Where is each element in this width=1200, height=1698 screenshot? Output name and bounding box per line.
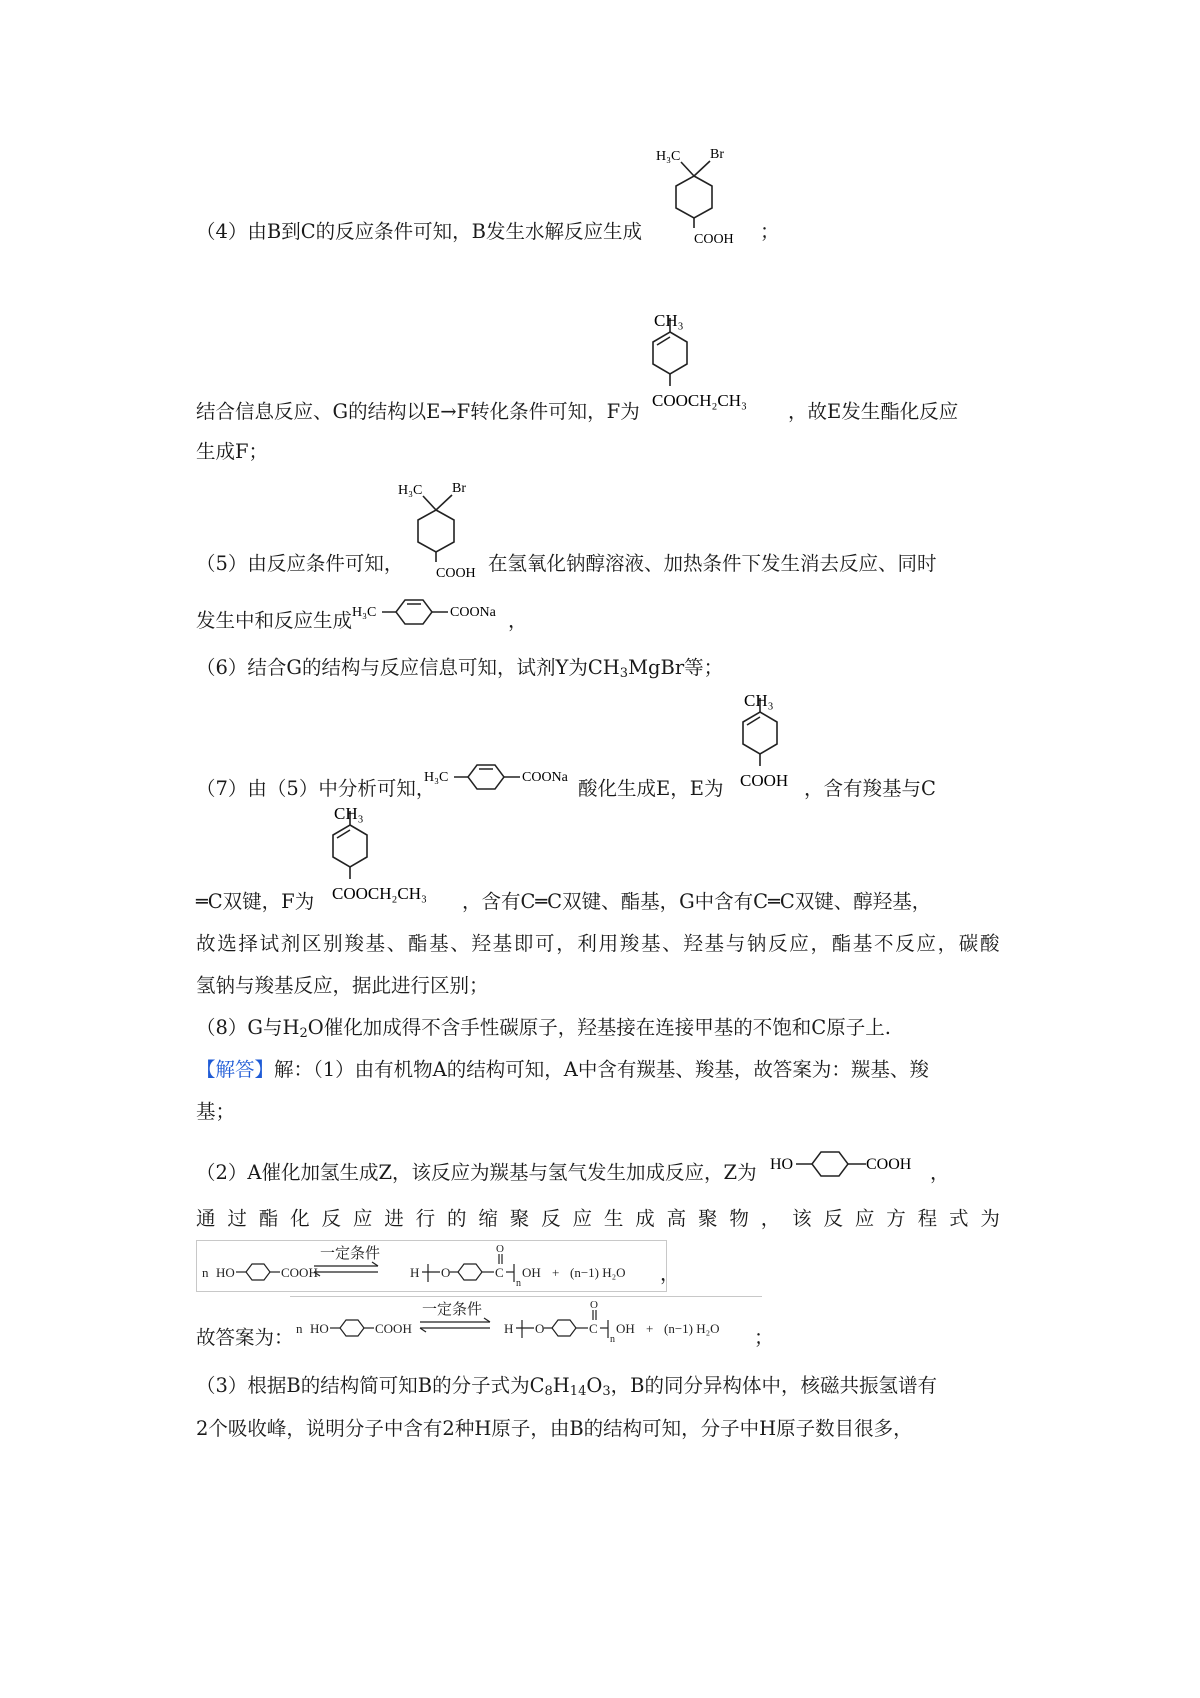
plus-sign: +	[552, 1265, 560, 1280]
a2-text6: ；	[754, 1326, 774, 1349]
h3c-label: H₃C	[352, 605, 377, 620]
answer-line2: 基；	[196, 1100, 236, 1123]
p5-text2: 在氢氧化钠醇溶液、加热条件下发生消去反应、同时	[488, 552, 937, 575]
p7-text3: ，含有羧基与C	[804, 777, 936, 800]
c-label: C	[589, 1321, 598, 1336]
p5-tail: ，	[508, 609, 528, 632]
ester-label: COOCH₂CH₃	[332, 884, 427, 903]
cooh-label: COOH	[866, 1156, 912, 1173]
cooh-label: COOH	[740, 771, 789, 790]
a2-text3: 通 过 酯 化 反 应 进 行 的 缩 聚 反 应 生 成 高 聚 物 ， 该 反 应 方 程 式 为	[196, 1207, 1000, 1230]
cooh-label: COOH	[694, 232, 734, 247]
p8-text: （8）G与$H_2O$催化加成得不含手性碳原子，羟基接在连接甲基的不饱和C原子上.	[196, 1016, 891, 1041]
coona-label: COONa	[522, 770, 568, 785]
a2-text1: （2）A催化加氢生成Z，该反应为羰基与氢气发生加成反应，Z为	[196, 1161, 757, 1184]
pF-text2: ，故E发生酯化反应	[788, 400, 959, 423]
a3-text2: 2个吸收峰，说明分子中含有2种H原子，由B的结构可知，分子中H原子数目很多，	[196, 1417, 913, 1440]
pF-text1: 结合信息反应、G的结构以E→F转化条件可知，F为	[196, 400, 640, 423]
a2-text2: ，	[930, 1161, 950, 1184]
p4-tail: ；	[760, 220, 780, 243]
mol-na-structure	[352, 592, 512, 632]
p7-text2: 酸化生成E，E为	[578, 777, 724, 800]
ch3-label: CH₃	[744, 691, 774, 710]
p7-text1: （7）由（5）中分析可知，	[196, 777, 436, 800]
ch3-label: CH₃	[654, 311, 684, 330]
cooh-label: COOH	[281, 1265, 318, 1280]
mol-f-structure	[646, 302, 796, 420]
br-label: Br	[710, 147, 724, 162]
p7-text4: ═C双键，F为	[196, 890, 315, 913]
p5-text1: （5）由反应条件可知，	[196, 552, 404, 575]
oh-label: OH	[616, 1321, 635, 1336]
o-label: O	[441, 1265, 451, 1280]
polymer-equation	[290, 1296, 762, 1348]
ho-label: HO	[216, 1265, 235, 1280]
answer-tag: 【解答】	[196, 1058, 275, 1081]
p5-text3: 发生中和反应生成	[196, 609, 353, 632]
sub-n-label: n	[516, 1278, 521, 1289]
carbonyl-o-label: O	[590, 1299, 598, 1311]
water-label: (n−1) H₂O	[664, 1321, 720, 1336]
br-label: Br	[452, 481, 466, 496]
plus-sign: +	[646, 1321, 654, 1336]
o-label: O	[535, 1321, 545, 1336]
mol-z-structure	[770, 1144, 940, 1184]
cooh-label: COOH	[436, 566, 476, 581]
ch3-label: H₃C	[398, 483, 423, 498]
n-coef: n	[202, 1265, 209, 1280]
oh-label: OH	[522, 1265, 541, 1280]
p4-text: （4）由B到C的反应条件可知，B发生水解反应生成	[196, 220, 642, 243]
ho-label: HO	[770, 1156, 794, 1173]
p7-text7: 氢钠与羧基反应，据此进行区别；	[196, 974, 489, 997]
ester-label: COOCH₂CH₃	[652, 391, 747, 410]
n-coef: n	[296, 1321, 303, 1336]
water-label: (n−1) H₂O	[570, 1265, 626, 1280]
p6-text: （6）结合G的结构与反应信息可知，试剂Y为$CH_3MgBr$等；	[196, 656, 724, 681]
c-label: C	[495, 1265, 504, 1280]
p7-text6: 故 选 择 试 剂 区 别 羧 基 、 酯 基 、 羟 基 即 可 ， 利 用 羧 基 、 羟 基 与 钠 反 应 ， 酯 基 不 反 应 ， 碳 酸	[196, 932, 1000, 955]
answer-line1: 【解答】解：（1）由有机物A的结构可知，A中含有羰基、羧基，故答案为：羰基、羧	[196, 1058, 929, 1081]
pF-text3: 生成F；	[196, 440, 269, 463]
condition-label: 一定条件	[422, 1302, 483, 1318]
h-label: H	[410, 1265, 420, 1280]
a2-text5: 故答案为：	[196, 1326, 294, 1349]
ch3-label: H₃C	[656, 149, 681, 164]
ho-label: HO	[310, 1321, 329, 1336]
a3-text1: （3）根据B的结构简可知B的分子式为$C_8H_{14}O_3$，B的同分异构体中，核磁共振氢谱有	[196, 1374, 937, 1399]
sub-n-label: n	[610, 1334, 615, 1345]
cooh-label: COOH	[375, 1321, 412, 1336]
coona-label: COONa	[450, 605, 496, 620]
mol-na-structure	[424, 757, 584, 797]
carbonyl-o-label: O	[496, 1243, 504, 1255]
p7-text5: ，含有C═C双键、酯基，G中含有C═C双键、醇羟基，	[462, 890, 932, 913]
a2-text4: ，	[660, 1262, 680, 1285]
mol-c-structure	[648, 140, 768, 252]
h3c-label: H₃C	[424, 770, 449, 785]
polymer-equation	[196, 1240, 668, 1292]
condition-label: 一定条件	[320, 1246, 381, 1262]
ch3-label: CH₃	[334, 804, 364, 823]
mol-f-structure	[326, 795, 476, 913]
h-label: H	[504, 1321, 514, 1336]
